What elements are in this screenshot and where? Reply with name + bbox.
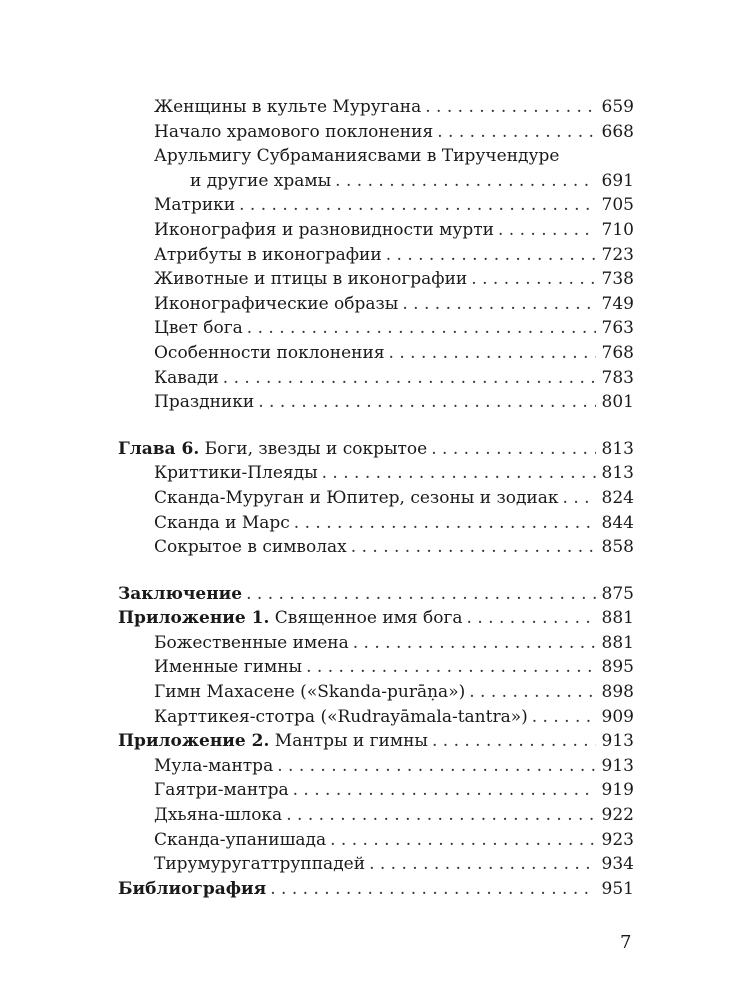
toc-entry[interactable] (118, 511, 634, 536)
dot-leader (402, 292, 595, 317)
toc-entry[interactable] (118, 120, 634, 145)
toc-entry-title: Иконография и разновидности мурти (154, 219, 494, 240)
toc-chapter[interactable] (118, 877, 634, 902)
dot-leader (431, 437, 595, 462)
toc-entry-page: 813 (601, 438, 634, 459)
toc-entry-page: 813 (601, 463, 634, 484)
toc-entry[interactable] (118, 461, 634, 486)
toc-entry-title: Арульмигу Субраманиясвами в Тиручендуре (154, 146, 560, 167)
toc-entry[interactable] (118, 803, 634, 828)
toc-entry-title: Криттики-Плеяды (154, 463, 318, 484)
toc-entry-title: Тирумуругаттруппадей (154, 854, 366, 875)
toc-entry[interactable] (118, 193, 634, 218)
chapter-title: Священное имя бога (269, 608, 463, 629)
toc-chapter[interactable] (118, 437, 634, 462)
toc-entry-page: 710 (601, 219, 634, 240)
toc-entry-title: Мула-мантра (154, 755, 274, 776)
toc-chapter[interactable] (118, 582, 634, 607)
dot-leader (286, 803, 595, 828)
toc-entry[interactable] (118, 267, 634, 292)
toc-entry-page: 723 (601, 244, 634, 265)
toc-entry-page: 923 (601, 829, 634, 850)
toc-entry-title: Божественные имена (154, 632, 349, 653)
toc-entry-page: 763 (601, 318, 634, 339)
toc-entry-title (118, 437, 427, 462)
dot-leader (498, 218, 596, 243)
toc-entry-page: 881 (601, 608, 634, 629)
toc-entry-title: Праздники (154, 392, 255, 413)
dot-leader (247, 316, 596, 341)
toc-entry[interactable] (118, 341, 634, 366)
chapter-title: Боги, звезды и сокрытое (199, 438, 428, 459)
toc-entry-title-continued: и другие храмы (190, 170, 332, 191)
toc-entry-page: 691 (601, 170, 634, 191)
dot-leader (437, 120, 595, 145)
toc-entry-title (118, 877, 266, 902)
toc-entry-title: Гимн Махасене («Skanda-purāṇa») (154, 682, 466, 703)
toc-entry-title: Иконографические образы (154, 293, 399, 314)
chapter-label: Глава 6. (118, 438, 200, 459)
toc-entry-page: 858 (601, 537, 634, 558)
toc-entry[interactable] (118, 316, 634, 341)
toc-entry[interactable] (118, 366, 634, 391)
dot-leader (432, 729, 596, 754)
toc-entry-page: 783 (601, 367, 634, 388)
toc-entry-title: Дхьяна-шлока (154, 805, 283, 826)
dot-leader (471, 267, 595, 292)
toc-entry-page: 801 (601, 392, 634, 413)
dot-leader (239, 193, 595, 218)
toc-entry-title: Цвет бога (154, 318, 243, 339)
dot-leader (389, 341, 596, 366)
toc-entry[interactable] (118, 705, 634, 730)
toc-entry-page: 668 (601, 121, 634, 142)
toc-entry-continuation[interactable] (118, 169, 634, 194)
toc-entry-title: Сокрытое в символах (154, 537, 347, 558)
toc-entry-page: 875 (601, 583, 634, 604)
dot-leader (258, 390, 595, 415)
toc-entry-page: 913 (601, 731, 634, 752)
toc-entry[interactable] (118, 754, 634, 779)
section-gap (118, 560, 634, 582)
toc-entry-title: Кавади (154, 367, 219, 388)
section-gap (118, 415, 634, 437)
dot-leader (294, 511, 596, 536)
dot-leader (469, 680, 595, 705)
chapter-title: Мантры и гимны (269, 731, 428, 752)
toc-entry-title (118, 582, 242, 607)
dot-leader (351, 535, 596, 560)
toc-entry-page: 659 (601, 97, 634, 117)
toc-entry[interactable] (118, 144, 634, 169)
chapter-label: Заключение (118, 583, 243, 604)
toc-entry[interactable] (118, 218, 634, 243)
toc-entry-page: 768 (601, 342, 634, 363)
toc-entry-title: Сканда-упанишада (154, 829, 327, 850)
toc-entry-page: 934 (601, 854, 634, 875)
dot-leader (563, 486, 596, 511)
toc-entry-page: 749 (601, 293, 634, 314)
dot-leader (369, 852, 595, 877)
chapter-label: Приложение 1. (118, 608, 270, 629)
toc-entry[interactable] (118, 680, 634, 705)
dot-leader (386, 243, 596, 268)
toc-entry-title: Начало храмового поклонения (154, 121, 434, 142)
toc-entry-page: 824 (601, 487, 634, 508)
toc-entry-title (118, 606, 463, 631)
dot-leader (277, 754, 595, 779)
page-number: 7 (620, 932, 632, 953)
toc-entry-title: Именные гимны (154, 657, 303, 678)
toc-entry-page: 705 (601, 195, 634, 216)
toc-entry[interactable] (118, 631, 634, 656)
dot-leader (306, 655, 595, 680)
toc-entry[interactable] (118, 535, 634, 560)
toc-entry-title (118, 729, 428, 754)
toc-entry-page: 909 (601, 706, 634, 727)
toc-entry-page: 919 (601, 780, 634, 801)
chapter-label: Приложение 2. (118, 731, 270, 752)
table-of-contents (118, 95, 634, 901)
toc-entry[interactable] (118, 292, 634, 317)
toc-entry[interactable] (118, 243, 634, 268)
toc-entry-title: Животные и птицы в иконографии (154, 269, 468, 290)
dot-leader (322, 461, 596, 486)
toc-entry-page: 898 (601, 682, 634, 703)
dot-leader (353, 631, 596, 656)
toc-entry-title: Женщины в культе Муругана (154, 97, 422, 117)
toc-entry-title: Матрики (154, 195, 236, 216)
dot-leader (335, 169, 595, 194)
toc-entry[interactable] (118, 390, 634, 415)
toc-entry-title: Атрибуты в иконографии (154, 244, 382, 265)
chapter-label: Библиография (118, 878, 267, 899)
toc-chapter[interactable] (118, 729, 634, 754)
toc-entry-title: Особенности поклонения (154, 342, 385, 363)
toc-entry-page: 951 (601, 878, 634, 899)
toc-entry[interactable] (118, 655, 634, 680)
dot-leader (330, 828, 595, 853)
toc-entry-page: 844 (601, 512, 634, 533)
dot-leader (246, 582, 595, 607)
dot-leader (425, 95, 595, 120)
toc-entry-title: Сканда-Муруган и Юпитер, сезоны и зодиак (154, 487, 559, 508)
toc-entry-page: 738 (601, 269, 634, 290)
toc-entry[interactable] (118, 486, 634, 511)
toc-entry-title: Карттикея-стотра («Rudrayāmala-tantra») (154, 706, 528, 727)
toc-entry-page: 922 (601, 805, 634, 826)
dot-leader (293, 778, 596, 803)
toc-entry[interactable] (118, 852, 634, 877)
toc-entry-title: Гаятри-мантра (154, 780, 289, 801)
dot-leader (532, 705, 596, 730)
toc-entry[interactable] (118, 828, 634, 853)
toc-chapter[interactable] (118, 606, 634, 631)
toc-entry[interactable] (118, 95, 634, 120)
toc-entry[interactable] (118, 778, 634, 803)
dot-leader (467, 606, 596, 631)
toc-entry-page: 895 (601, 657, 634, 678)
dot-leader (223, 366, 596, 391)
toc-entry-title: Сканда и Марс (154, 512, 290, 533)
toc-entry-page: 881 (601, 632, 634, 653)
dot-leader (270, 877, 595, 902)
toc-entry-page: 913 (601, 755, 634, 776)
